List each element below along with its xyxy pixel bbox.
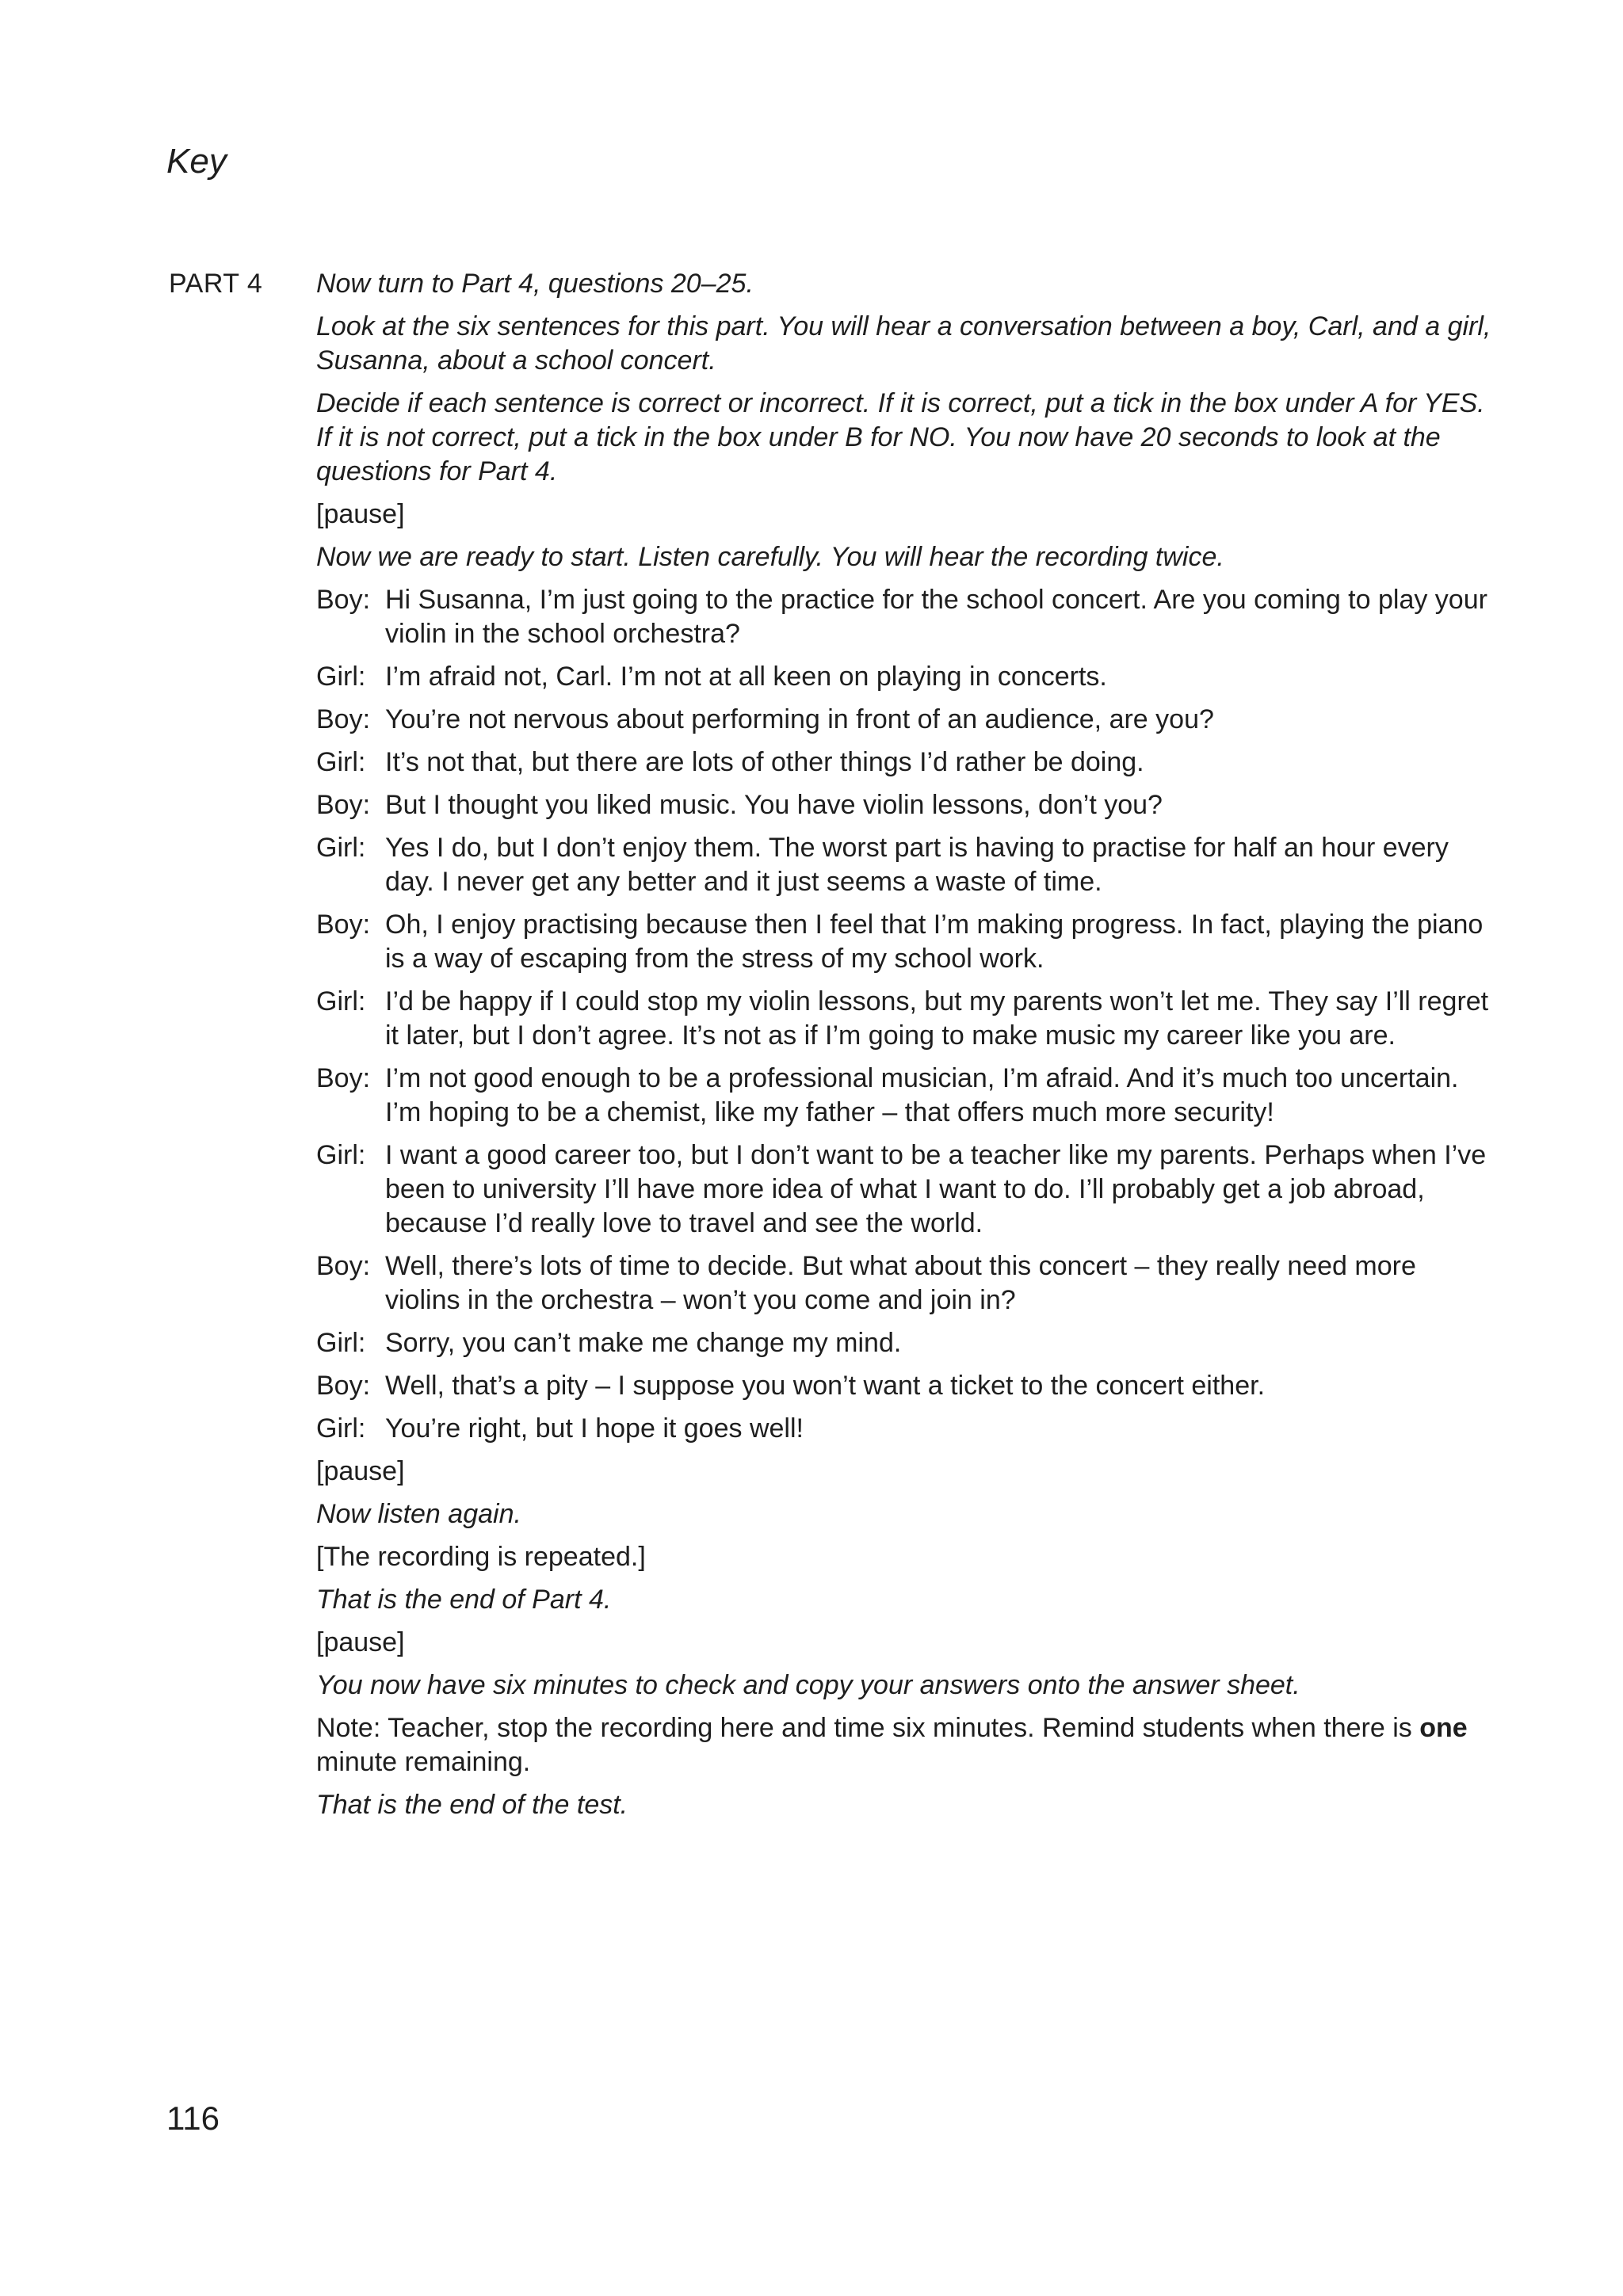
- speech-text: Well, that’s a pity – I suppose you won’t want a ticket to the concert either.: [385, 1371, 1266, 1401]
- speaker-label: Girl:: [316, 1413, 366, 1444]
- running-head: Key: [166, 142, 227, 181]
- pause-marker: [pause]: [316, 1627, 405, 1657]
- pause-marker: [pause]: [316, 1456, 405, 1486]
- listen-again-instruction: Now listen again.: [316, 1499, 521, 1529]
- speech-text: I’m afraid not, Carl. I’m not at all keen on playing in concerts.: [385, 662, 1107, 692]
- speaker-label: Girl:: [316, 833, 366, 863]
- speaker-label: Boy:: [316, 1063, 371, 1093]
- speech-text: You’re right, but I hope it goes well!: [385, 1413, 804, 1444]
- speaker-label: Girl:: [316, 747, 366, 777]
- speech-text: Sorry, you can’t make me change my mind.: [385, 1328, 902, 1358]
- dialogue-turn: [316, 1412, 1497, 1446]
- speech-text: Hi Susanna, I’m just going to the practice for the school concert. Are you coming to play your violin in the school orchestra?: [385, 585, 1487, 649]
- speech-text: Well, there’s lots of time to decide. But what about this concert – they really need more violins in the orchestra – won’t you come and join in?: [385, 1251, 1416, 1315]
- ready-instruction: Now we are ready to start. Listen carefully. You will hear the recording twice.: [316, 542, 1224, 572]
- dialogue-turn: [316, 746, 1497, 780]
- page-number: 116: [166, 2100, 220, 2137]
- teacher-note: [316, 1711, 1497, 1779]
- end-test-instruction: That is the end of the test.: [316, 1790, 628, 1820]
- speaker-label: Boy:: [316, 585, 371, 615]
- dialogue-turn: [316, 985, 1497, 1053]
- speaker-label: Girl:: [316, 662, 366, 692]
- speech-text: I want a good career too, but I don’t want to be a teacher like my parents. Perhaps when I’ve been to university I’ll have more idea of what I want to do. I’ll probably get a job abroad, because I’d really love to travel and see the world.: [385, 1140, 1487, 1238]
- dialogue-turn: [316, 1369, 1497, 1403]
- dialogue-turn: [316, 1138, 1497, 1241]
- end-part-instruction: That is the end of Part 4.: [316, 1585, 612, 1615]
- speaker-label: Boy:: [316, 1371, 371, 1401]
- speech-text: I’m not good enough to be a professional musician, I’m afraid. And it’s much too uncertain. I’m hoping to be a chemist, like my father – that offers much more security!: [385, 1063, 1459, 1127]
- section-label: PART 4: [169, 269, 263, 299]
- speaker-label: Boy:: [316, 704, 371, 734]
- speaker-label: Boy:: [316, 910, 371, 940]
- dialogue-turn: [316, 583, 1497, 651]
- speaker-label: Boy:: [316, 1251, 371, 1281]
- speech-text: Yes I do, but I don’t enjoy them. The worst part is having to practise for half an hour every day. I never get any better and it just seems a waste of time.: [385, 833, 1449, 897]
- speaker-label: Girl:: [316, 1140, 366, 1170]
- dialogue-turn: [316, 788, 1497, 822]
- speaker-label: Girl:: [316, 986, 366, 1016]
- note-text-end: minute remaining.: [316, 1747, 531, 1777]
- copy-answers-instruction: You now have six minutes to check and copy your answers onto the answer sheet.: [316, 1670, 1300, 1700]
- speech-text: You’re not nervous about performing in front of an audience, are you?: [385, 704, 1214, 734]
- intro-instruction: Decide if each sentence is correct or incorrect. If it is correct, put a tick in the box under A for YES. If it is not correct, put a tick in the box under B for NO. You now have 20 seconds to look at the questions for Part 4.: [316, 388, 1485, 486]
- speech-text: I’d be happy if I could stop my violin lessons, but my parents won’t let me. They say I’ll regret it later, but I don’t agree. It’s not as if I’m going to make music my career like you are.: [385, 986, 1489, 1051]
- dialogue-turn: [316, 831, 1497, 899]
- speaker-label: Boy:: [316, 790, 371, 820]
- speech-text: It’s not that, but there are lots of other things I’d rather be doing.: [385, 747, 1144, 777]
- dialogue-turn: [316, 703, 1497, 737]
- pause-marker: [pause]: [316, 499, 405, 529]
- dialogue-turn: [316, 908, 1497, 976]
- repeat-marker: [The recording is repeated.]: [316, 1542, 646, 1572]
- dialogue-turn: [316, 1249, 1497, 1318]
- intro-instruction: Look at the six sentences for this part. You will hear a conversation between a boy, Carl, and a girl, Susanna, about a school concert.: [316, 311, 1491, 376]
- speaker-label: Girl:: [316, 1328, 366, 1358]
- dialogue-turn: [316, 1326, 1497, 1360]
- note-emphasis: one: [1419, 1713, 1468, 1743]
- dialogue-turn: [316, 1062, 1497, 1130]
- speech-text: But I thought you liked music. You have violin lessons, don’t you?: [385, 790, 1163, 820]
- speech-text: Oh, I enjoy practising because then I feel that I’m making progress. In fact, playing the piano is a way of escaping from the stress of my school work.: [385, 910, 1484, 974]
- dialogue-turn: [316, 660, 1497, 694]
- intro-instruction: Now turn to Part 4, questions 20–25.: [316, 269, 754, 299]
- transcript-content: [316, 267, 1497, 1831]
- note-text: Note: Teacher, stop the recording here and time six minutes. Remind students when there is: [316, 1713, 1420, 1743]
